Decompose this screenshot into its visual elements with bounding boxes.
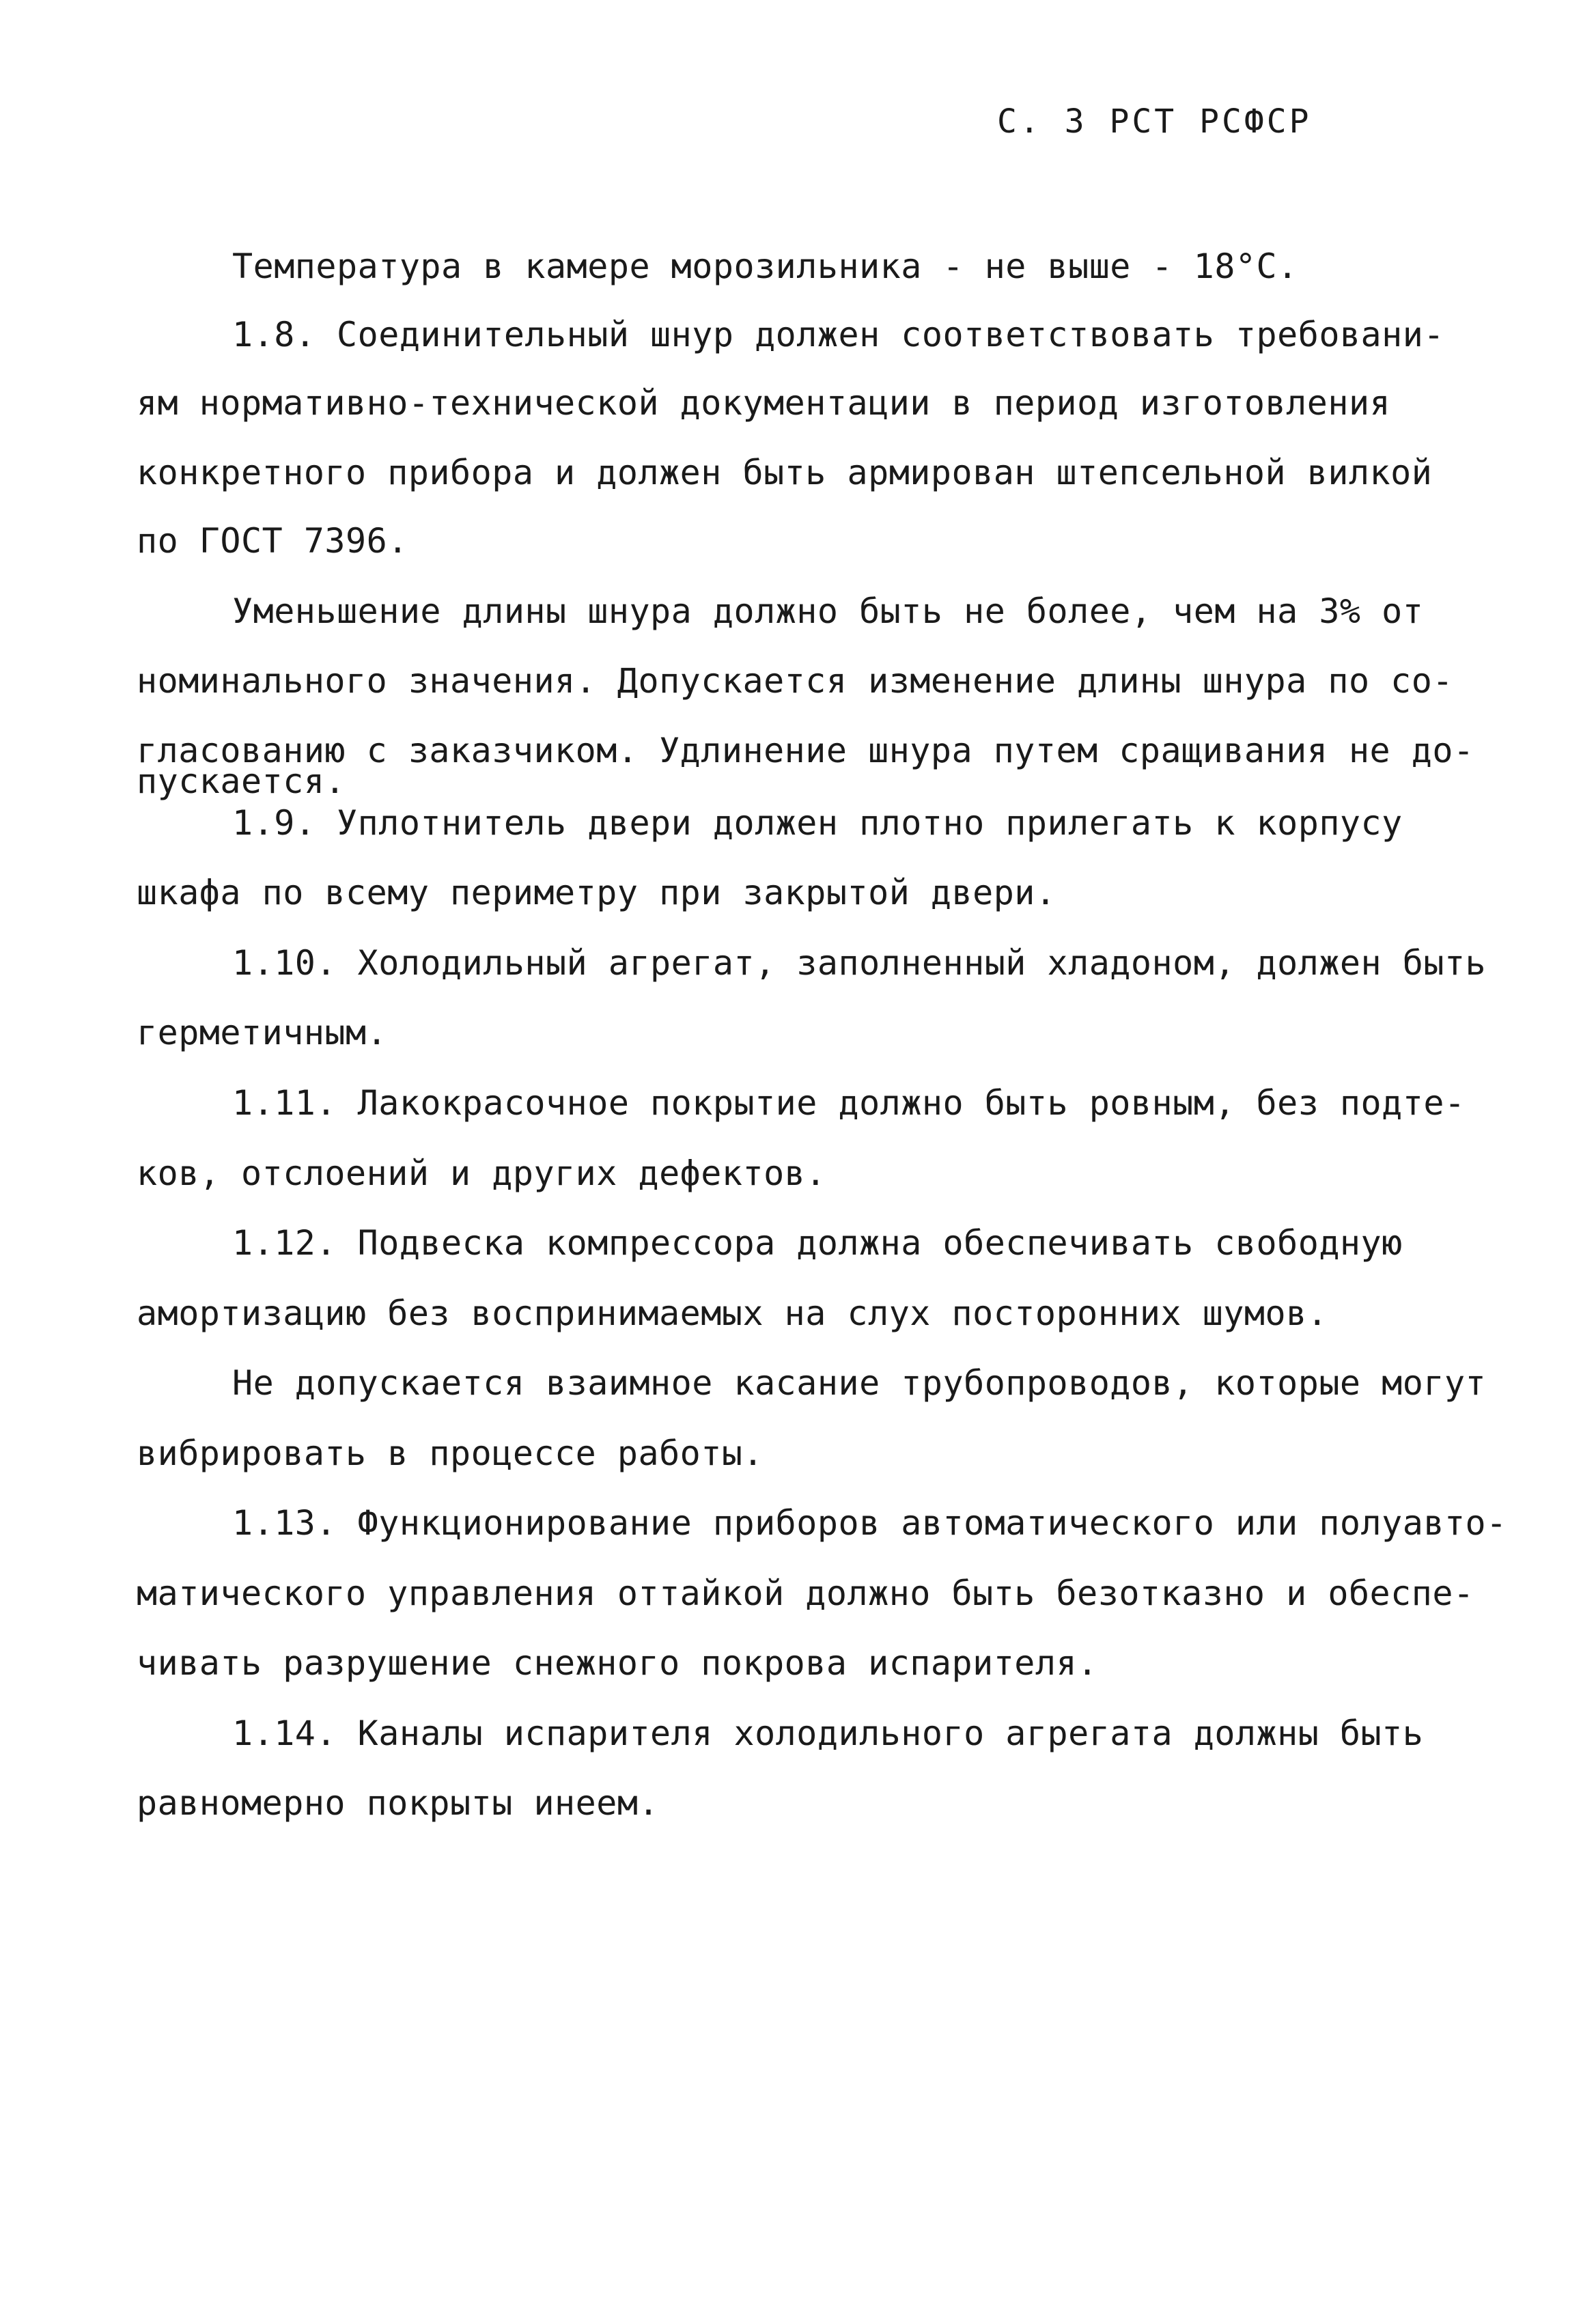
text-line: по ГОСТ 7396. (137, 521, 408, 561)
text-line: ков, отслоений и других дефектов. (137, 1154, 826, 1193)
text-line: шкафа по всему периметру при закрытой двери. (137, 873, 1056, 912)
text-line: 1.11. Лакокрасочное покрытие должно быть ровным, без подте- (232, 1083, 1466, 1123)
text-line: 1.10. Холодильный агрегат, заполненный хладоном, должен быть (232, 943, 1487, 983)
text-line: пускается. (137, 762, 346, 801)
text-line: Не допускается взаимное касание трубопроводов, которые могут (232, 1363, 1487, 1403)
text-line: равномерно покрыты инеем. (137, 1783, 660, 1823)
text-line: гласованию с заказчиком. Удлинение шнура путем сращивания не до- (137, 731, 1474, 770)
text-line: конкретного прибора и должен быть армирован штепсельной вилкой (137, 453, 1433, 492)
text-line: матического управления оттайкой должно быть безотказно и обеспе- (137, 1574, 1474, 1613)
page-header: С. 3 РСТ РСФСР (997, 102, 1312, 141)
text-line: 1.9. Уплотнитель двери должен плотно прилегать к корпусу (232, 803, 1403, 843)
text-line: 1.12. Подвеска компрессора должна обеспечивать свободную (232, 1223, 1403, 1263)
text-line: чивать разрушение снежного покрова испарителя. (137, 1643, 1098, 1683)
text-line: вибрировать в процессе работы. (137, 1434, 764, 1473)
text-line: амортизацию без воспринимаемых на слух посторонних шумов. (137, 1294, 1328, 1333)
text-line: номинального значения. Допускается изменение длины шнура по со- (137, 661, 1453, 701)
text-line: Уменьшение длины шнура должно быть не более, чем на 3% от (232, 591, 1424, 631)
text-line: ям нормативно-технической документации в период изготовления (137, 383, 1391, 423)
text-line: 1.14. Каналы испарителя холодильного агрегата должны быть (232, 1714, 1424, 1753)
text-line: 1.8. Соединительный шнур должен соответствовать требовани- (232, 315, 1444, 354)
text-line: Температура в камере морозильника - не выше - 18°С. (232, 247, 1298, 286)
text-line: герметичным. (137, 1013, 388, 1052)
text-line: 1.13. Функционирование приборов автоматического или полуавто- (232, 1503, 1507, 1543)
